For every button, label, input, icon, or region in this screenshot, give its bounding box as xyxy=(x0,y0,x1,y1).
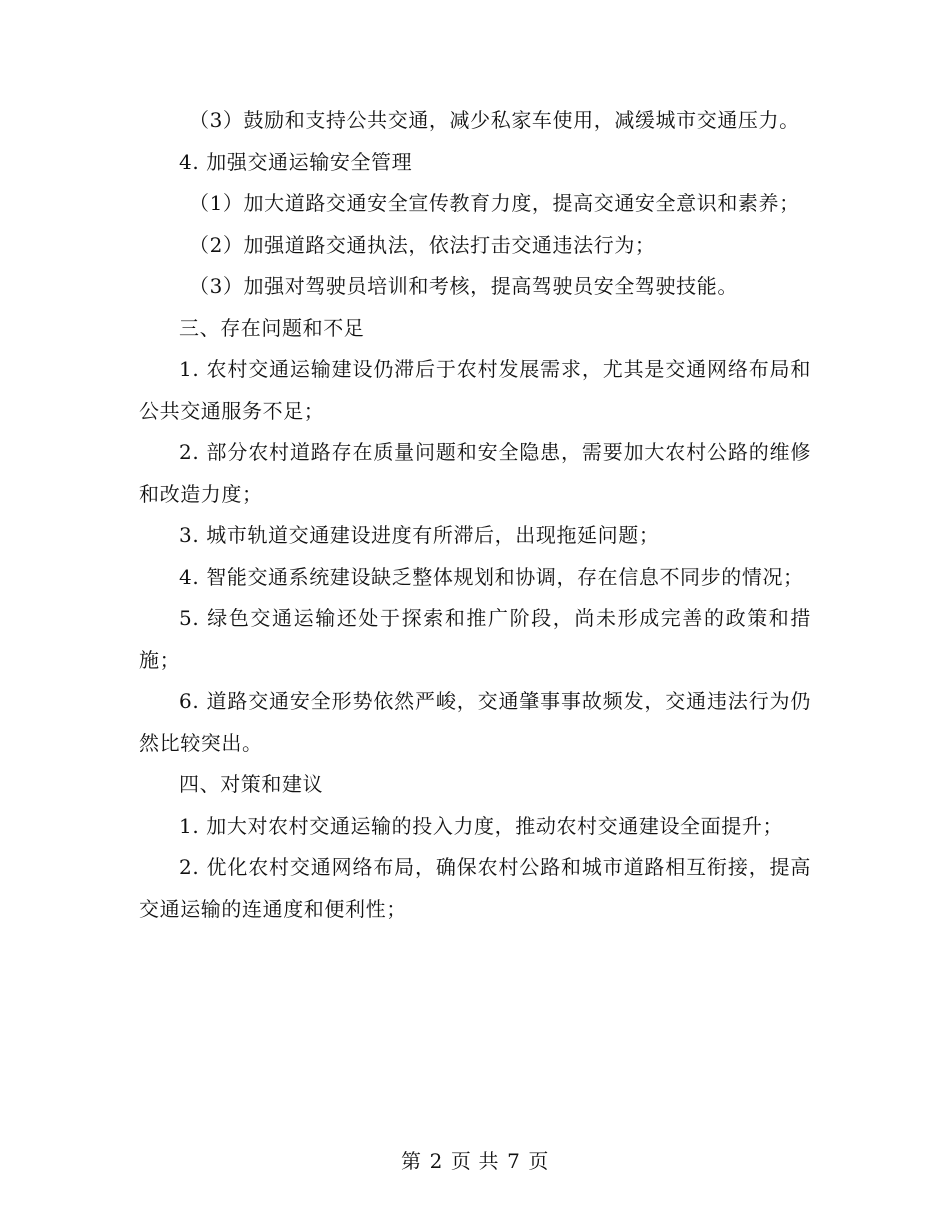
page-total: 7 xyxy=(507,1149,521,1173)
section-heading: 四、对策和建议 xyxy=(179,772,324,796)
section-heading: 三、存在问题和不足 xyxy=(179,315,365,340)
page-current: 2 xyxy=(429,1149,443,1173)
paragraph: （1）加大道路交通安全宣传教育力度，提高交通安全意识和素养； xyxy=(189,191,800,215)
list-item: 2. 部分农村道路存在质量问题和安全隐患，需要加大农村公路的维修和改造力度； xyxy=(139,440,811,506)
list-item: 1. 加大对农村交通运输的投入力度，推动农村交通建设全面提升； xyxy=(179,813,784,838)
page-label-prefix: 第 xyxy=(400,1149,422,1173)
paragraph: （3）加强对驾驶员培训和考核，提高驾驶员安全驾驶技能。 xyxy=(189,274,738,298)
page-label-mid: 页 共 xyxy=(450,1149,500,1173)
paragraph: （3）鼓励和支持公共交通，减少私家车使用，减缓城市交通压力。 xyxy=(189,108,800,132)
document-body xyxy=(139,100,811,930)
list-item: 1. 农村交通运输建设仍滞后于农村发展需求，尤其是交通网络布局和公共交通服务不足； xyxy=(139,357,811,423)
list-item: 6. 道路交通安全形势依然严峻，交通肇事事故频发，交通违法行为仍然比较突出。 xyxy=(139,689,811,755)
section-item: 4. 加强交通运输安全管理 xyxy=(179,149,413,174)
list-item: 5. 绿色交通运输还处于探索和推广阶段，尚未形成完善的政策和措施； xyxy=(139,606,811,672)
paragraph: （2）加强道路交通执法，依法打击交通违法行为； xyxy=(189,232,656,257)
page-label-suffix: 页 xyxy=(528,1149,550,1173)
page-footer xyxy=(0,1145,950,1174)
list-item: 2. 优化农村交通网络布局，确保农村公路和城市道路相互衔接，提高交通运输的连通度和便利性； xyxy=(139,855,811,921)
list-item: 4. 智能交通系统建设缺乏整体规划和协调，存在信息不同步的情况； xyxy=(179,564,804,589)
list-item: 3. 城市轨道交通建设进度有所滞后，出现拖延问题； xyxy=(179,523,660,547)
